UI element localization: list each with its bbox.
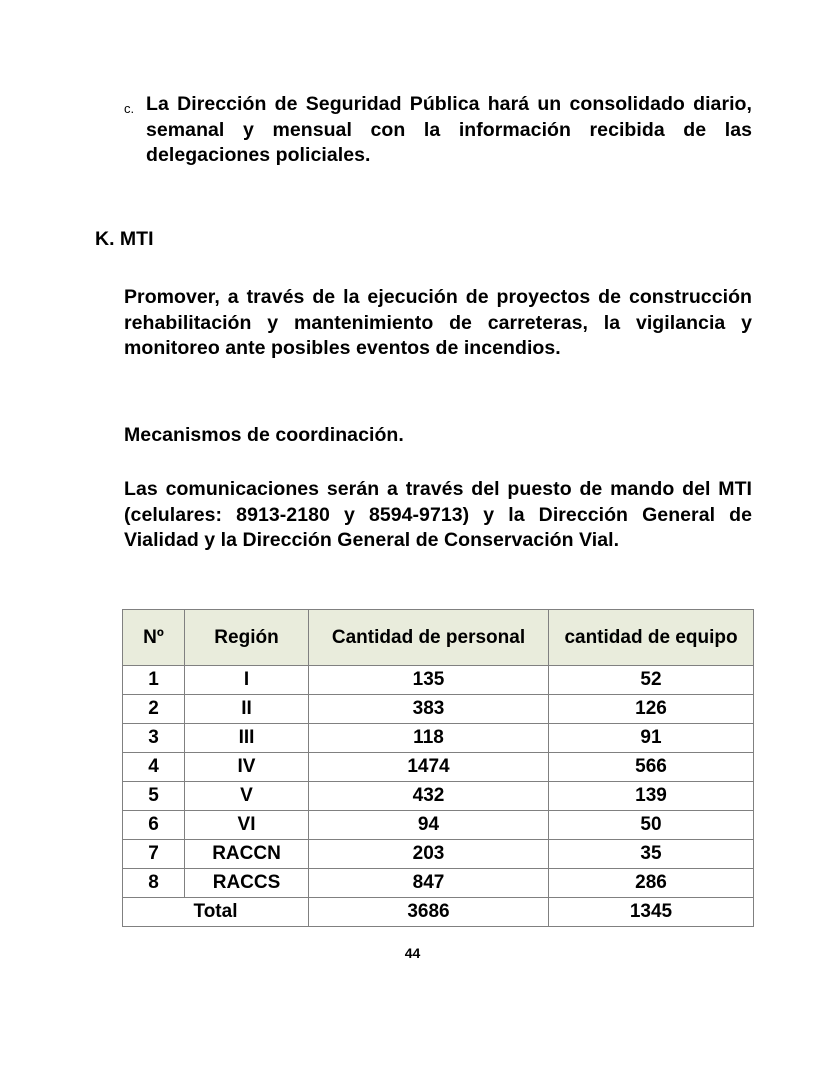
table-row bbox=[123, 724, 754, 753]
table-row bbox=[123, 840, 754, 869]
table-body bbox=[123, 666, 754, 927]
cell-no: 8 bbox=[123, 869, 185, 898]
cell-no: 2 bbox=[123, 695, 185, 724]
cell-equipo: 286 bbox=[549, 869, 754, 898]
cell-equipo: 126 bbox=[549, 695, 754, 724]
table-row bbox=[123, 869, 754, 898]
cell-total-equipo: 1345 bbox=[549, 898, 754, 927]
list-item-text: La Dirección de Seguridad Pública hará un consolidado diario, semanal y mensual con la información recibida de las delegaciones policiales. bbox=[146, 93, 752, 166]
cell-region: IV bbox=[185, 753, 309, 782]
cell-personal: 847 bbox=[309, 869, 549, 898]
table-row bbox=[123, 753, 754, 782]
cell-region: RACCN bbox=[185, 840, 309, 869]
table-row bbox=[123, 782, 754, 811]
list-item-marker: c. bbox=[124, 101, 135, 116]
cell-equipo: 139 bbox=[549, 782, 754, 811]
cell-region: RACCS bbox=[185, 869, 309, 898]
paragraph-promover: Promover, a través de la ejecución de proyectos de construcción rehabilitación y mantenimiento de carreteras, la vigilancia y monitoreo ante posibles eventos de incendios. bbox=[124, 286, 752, 359]
table-header bbox=[123, 610, 754, 666]
cell-personal: 203 bbox=[309, 840, 549, 869]
cell-personal: 432 bbox=[309, 782, 549, 811]
cell-equipo: 35 bbox=[549, 840, 754, 869]
cell-region: VI bbox=[185, 811, 309, 840]
cell-no: 6 bbox=[123, 811, 185, 840]
cell-total-label: Total bbox=[123, 898, 309, 927]
cell-total-personal: 3686 bbox=[309, 898, 549, 927]
table-row bbox=[123, 695, 754, 724]
section-heading: K. MTI bbox=[95, 228, 154, 250]
column-header-no: Nº bbox=[123, 610, 185, 666]
cell-personal: 118 bbox=[309, 724, 549, 753]
page-number: 44 bbox=[404, 945, 421, 961]
cell-region: I bbox=[185, 666, 309, 695]
column-header-equipo: cantidad de equipo bbox=[549, 610, 754, 666]
table-header-row bbox=[123, 610, 754, 666]
personnel-equipment-table bbox=[122, 609, 754, 927]
cell-region: III bbox=[185, 724, 309, 753]
cell-personal: 135 bbox=[309, 666, 549, 695]
cell-no: 5 bbox=[123, 782, 185, 811]
cell-equipo: 91 bbox=[549, 724, 754, 753]
cell-no: 4 bbox=[123, 753, 185, 782]
paragraph-comunicaciones: Las comunicaciones serán a través del puesto de mando del MTI (celulares: 8913-2180 y 8594-9713) y la Dirección General de Vialidad y la Dirección General de Conservación Vial. bbox=[124, 478, 752, 551]
cell-personal: 1474 bbox=[309, 753, 549, 782]
list-item bbox=[124, 92, 752, 169]
column-header-region: Región bbox=[185, 610, 309, 666]
table-row bbox=[123, 811, 754, 840]
paragraph-mecanismos: Mecanismos de coordinación. bbox=[124, 424, 404, 446]
table-row bbox=[123, 666, 754, 695]
cell-region: V bbox=[185, 782, 309, 811]
cell-no: 3 bbox=[123, 724, 185, 753]
cell-equipo: 52 bbox=[549, 666, 754, 695]
cell-region: II bbox=[185, 695, 309, 724]
column-header-personal: Cantidad de personal bbox=[309, 610, 549, 666]
cell-personal: 383 bbox=[309, 695, 549, 724]
cell-equipo: 50 bbox=[549, 811, 754, 840]
cell-no: 1 bbox=[123, 666, 185, 695]
cell-no: 7 bbox=[123, 840, 185, 869]
cell-equipo: 566 bbox=[549, 753, 754, 782]
cell-personal: 94 bbox=[309, 811, 549, 840]
table-total-row bbox=[123, 898, 754, 927]
